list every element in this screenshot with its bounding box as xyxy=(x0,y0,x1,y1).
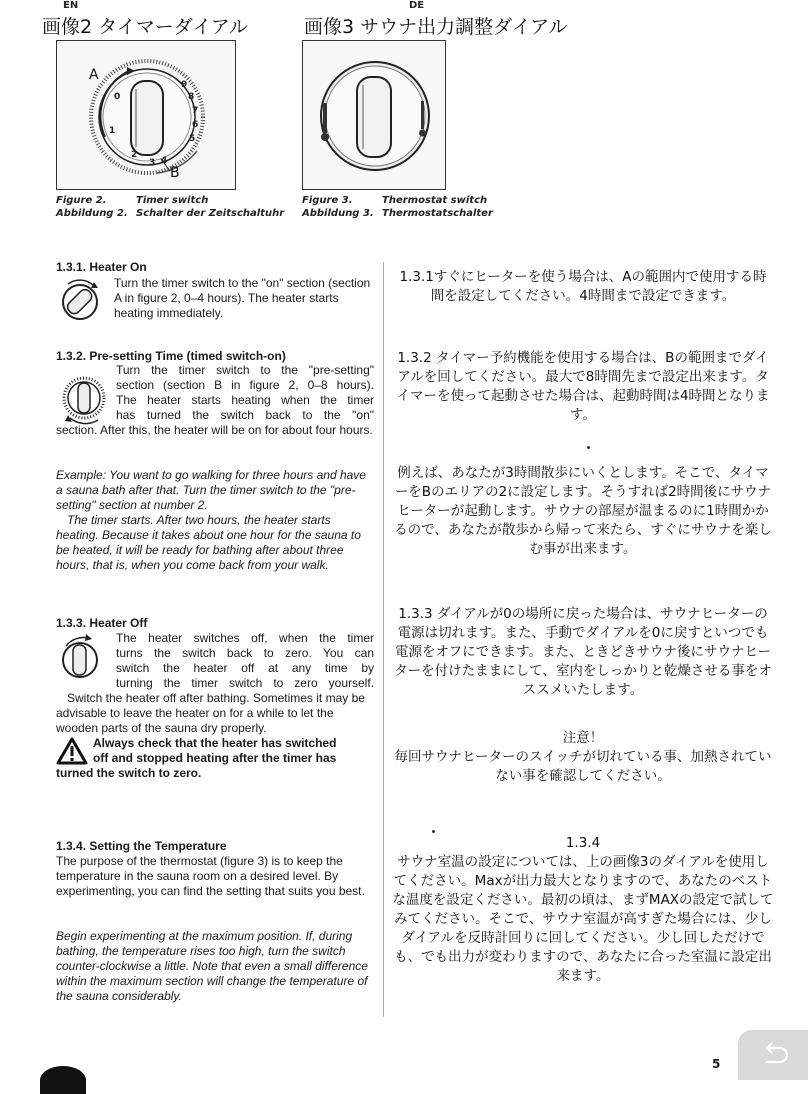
warning-line: Always check that the heater has switched xyxy=(93,736,337,750)
timer-switch-icon xyxy=(58,368,110,426)
figure3-title: 画像3 サウナ出力調整ダイアル xyxy=(304,16,568,38)
text-line: The heater switches off, when the timer xyxy=(116,631,374,645)
timer-dial-figure xyxy=(56,40,236,190)
section-title-heater-off: 1.3.3. Heater Off xyxy=(56,616,148,630)
caption-text: Thermostat switch xyxy=(382,195,488,206)
presetting-text xyxy=(116,363,374,423)
heater-off-text-cont: Switch the heater off after bathing. Sometimes it may be advisable to leave the heater on for a while to let the wooden parts of the sauna dry properly. xyxy=(56,691,365,735)
caption-number: Abbildung 2. xyxy=(56,208,128,219)
presetting-example-1: Example: You want to go walking for three hours and have a sauna bath after that. Turn the timer switch to the "pre-setting" section at number 2. xyxy=(56,468,366,512)
heater-off-jp: 1.3.3 ダイアルが0の場所に戻った場合は、サウナヒーターの電源は切れます。また、手動でダイアルを0に戻すといつでも電源をオフにできます。また、ときどきサウナ後にサウナヒーターを付けたままにして、室内をしっかりと乾燥させる事をオススメいたします。 xyxy=(394,606,772,698)
warning-line: off and stopped heating after the timer has xyxy=(93,751,337,765)
temperature-jp: サウナ室温の設定については、上の画像3のダイアルを使用してください。Maxが出力最大となりますので、あなたのベストな温度を設定ください。最初の頃は、まずMAXの設定で試してみてください。そこで、サウナ室温が高すぎた場合には、少しダイアルを反時計回りに回してください。少し回しただけでも、でも出力が変わりますので、あなたに合った室温に設定出来ます。 xyxy=(392,854,774,984)
temperature-italic: Begin experimenting at the maximum position. If, during bathing, the temperature rises too high, turn the switch counter-clockwise a little. Note that even a small difference within the maximum section will change the temperature of the sauna considerably. xyxy=(56,929,368,1003)
text-line: Turn the timer switch to the "pre-setting" xyxy=(116,363,374,377)
heater-on-text: Turn the timer switch to the "on" section (section A in figure 2, 0–4 hours). The heater starts heating immediately. xyxy=(114,276,371,320)
text-line: turns the switch back to zero. You can xyxy=(116,646,374,660)
text-line: has turned the switch back to the "on" xyxy=(116,408,374,422)
heater-on-jp: 1.3.1すぐにヒーターを使う場合は、Aの範囲内で使用する時間を設定してください。4時間まで設定できます。 xyxy=(399,269,767,304)
text-line: The heater starts heating when the timer xyxy=(116,393,374,407)
caption-text: Schalter der Zeitschaltuhr xyxy=(136,208,285,219)
undo-icon xyxy=(760,1042,790,1068)
heater-off-warning xyxy=(56,736,374,781)
warning-line: turned the switch to zero. xyxy=(56,766,202,780)
dot-mark xyxy=(432,830,435,833)
dial-number: 0 xyxy=(114,92,121,102)
caption-text: Timer switch xyxy=(136,195,209,206)
caution-text-jp: 毎回サウナヒーターのスイッチが切れている事、加熱されていない事を確認してください。 xyxy=(394,749,772,784)
column-divider xyxy=(383,262,384,1017)
figure3-caption xyxy=(302,194,493,220)
timer-dial-icon xyxy=(57,41,235,189)
dial-number: 6 xyxy=(192,120,199,130)
caption-number: Figure 3. xyxy=(302,195,353,206)
dial-number: 8 xyxy=(188,92,195,102)
section-b-label: B xyxy=(170,165,180,181)
section-title-presetting: 1.3.2. Pre-setting Time (timed switch-on) xyxy=(56,349,286,363)
thermostat-dial-figure xyxy=(302,40,446,190)
dial-number: 7 xyxy=(192,106,199,116)
caption-number: Abbildung 3. xyxy=(302,208,374,219)
figure2-title: 画像2 タイマーダイアル xyxy=(42,16,249,38)
dial-number: 9 xyxy=(181,80,188,90)
page-number: 5 xyxy=(712,1057,721,1071)
presetting-example-jp: 例えば、あなたが3時間散歩にいくとします。そこで、タイマーをBのエリアの2に設定します。そうすれば2時間後にサウナヒーターが起動します。サウナの部屋が温まるのに1時間かかるので、あなたが散歩から帰って来たら、すぐにサウナを楽しむ事が出来ます。 xyxy=(394,465,772,557)
timer-switch-icon xyxy=(58,278,102,322)
lang-label-de: DE xyxy=(409,0,425,11)
presetting-example-2: The timer starts. After two hours, the heater starts heating. Because it takes about one hour for the sauna to be heated, it will be ready for bathing after about three hours, that is, when you come back from your walk. xyxy=(56,513,361,572)
caption-number: Figure 2. xyxy=(56,195,107,206)
timer-switch-icon xyxy=(58,632,106,682)
dial-number: 3 xyxy=(149,158,156,168)
section-title-heater-on: 1.3.1. Heater On xyxy=(56,260,147,274)
undo-button[interactable] xyxy=(738,1030,808,1080)
corner-shape xyxy=(40,1066,86,1094)
dial-number: 2 xyxy=(131,150,138,160)
text-line: turning the timer switch to zero yourself. xyxy=(116,676,374,690)
temperature-num-jp: 1.3.4 xyxy=(565,835,601,851)
heater-off-text xyxy=(116,631,374,691)
presetting-jp: 1.3.2 タイマー予約機能を使用する場合は、Bの範囲までダイアルを回してください。最大で8時間先まで設定出来ます。タイマーを使って起動させた場合は、起動時間は4時間となります。 xyxy=(396,350,770,423)
dial-number: 1 xyxy=(109,126,116,136)
dial-number: 5 xyxy=(189,134,196,144)
section-title-temperature: 1.3.4. Setting the Temperature xyxy=(56,839,227,853)
section-a-label: A xyxy=(89,67,99,83)
dial-number: 4 xyxy=(161,156,168,166)
text-line: section (section B in figure 2, 0–8 hours). xyxy=(116,378,374,392)
caution-title-jp: 注意！ xyxy=(562,730,604,746)
presetting-text-cont: section. After this, the heater will be on for about four hours. xyxy=(56,423,373,437)
temperature-text: The purpose of the thermostat (figure 3) is to keep the temperature in the sauna room on a desired level. By experimenting, you can find the setting that suits you best. xyxy=(56,854,365,898)
thermostat-dial-icon xyxy=(303,41,445,189)
figure2-caption xyxy=(56,194,284,220)
text-line: switch the heater off at any time by xyxy=(116,661,374,675)
caption-text: Thermostatschalter xyxy=(382,208,493,219)
dot-mark xyxy=(587,446,590,449)
lang-label-en: EN xyxy=(63,0,79,11)
